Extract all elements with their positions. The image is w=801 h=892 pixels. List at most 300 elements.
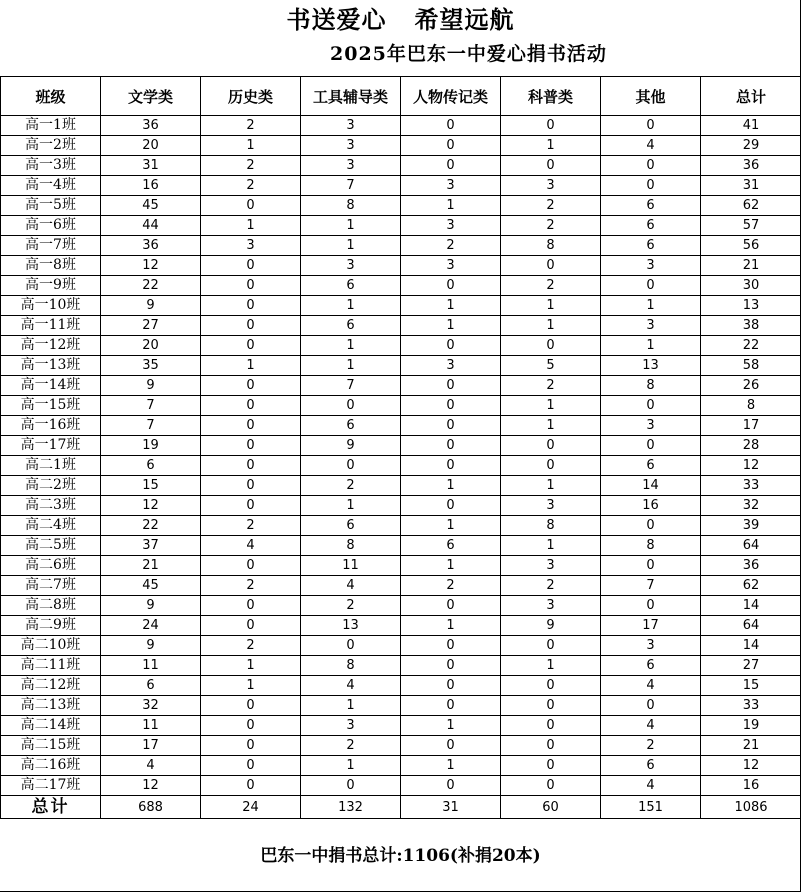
count-cell: 0	[201, 196, 301, 216]
count-cell: 4	[101, 756, 201, 776]
count-cell: 0	[201, 376, 301, 396]
table-row	[1, 456, 801, 476]
count-cell: 3	[301, 136, 401, 156]
count-cell: 32	[701, 496, 801, 516]
count-cell: 36	[701, 556, 801, 576]
table-row	[1, 776, 801, 796]
count-cell: 3	[601, 636, 701, 656]
count-cell: 3	[401, 256, 501, 276]
count-cell: 0	[201, 416, 301, 436]
count-cell: 17	[701, 416, 801, 436]
count-cell: 0	[601, 116, 701, 136]
count-cell: 4	[601, 136, 701, 156]
count-cell: 9	[501, 616, 601, 636]
count-cell: 62	[701, 196, 801, 216]
count-cell: 6	[601, 456, 701, 476]
count-cell: 0	[401, 136, 501, 156]
count-cell: 24	[101, 616, 201, 636]
table-row	[1, 736, 801, 756]
count-cell: 17	[601, 616, 701, 636]
table-row	[1, 596, 801, 616]
count-cell: 0	[501, 696, 601, 716]
count-cell: 0	[401, 376, 501, 396]
count-cell: 3	[401, 216, 501, 236]
count-cell: 2	[501, 376, 601, 396]
count-cell: 2	[501, 196, 601, 216]
count-cell: 31	[701, 176, 801, 196]
total-label-cell: 总计	[1, 796, 101, 819]
table-row	[1, 376, 801, 396]
count-cell: 0	[501, 116, 601, 136]
count-cell: 0	[201, 276, 301, 296]
count-cell: 1	[501, 396, 601, 416]
class-name-cell: 高二6班	[1, 556, 101, 576]
total-value-cell: 60	[501, 796, 601, 819]
table-row	[1, 516, 801, 536]
count-cell: 1	[401, 196, 501, 216]
count-cell: 0	[601, 596, 701, 616]
column-header: 文学类	[101, 77, 201, 116]
count-cell: 1	[401, 756, 501, 776]
class-name-cell: 高一8班	[1, 256, 101, 276]
title-right: 希望远航	[414, 5, 515, 34]
count-cell: 0	[401, 116, 501, 136]
count-cell: 37	[101, 536, 201, 556]
count-cell: 0	[201, 316, 301, 336]
count-cell: 3	[601, 416, 701, 436]
total-value-cell: 1086	[701, 796, 801, 819]
count-cell: 8	[501, 236, 601, 256]
count-cell: 0	[201, 476, 301, 496]
class-name-cell: 高一15班	[1, 396, 101, 416]
count-cell: 0	[401, 596, 501, 616]
count-cell: 2	[401, 576, 501, 596]
count-cell: 2	[301, 476, 401, 496]
table-row	[1, 276, 801, 296]
table-row	[1, 236, 801, 256]
count-cell: 1	[301, 356, 401, 376]
count-cell: 1	[401, 716, 501, 736]
table-row	[1, 176, 801, 196]
count-cell: 2	[201, 576, 301, 596]
class-name-cell: 高一3班	[1, 156, 101, 176]
class-name-cell: 高一13班	[1, 356, 101, 376]
count-cell: 13	[601, 356, 701, 376]
count-cell: 12	[701, 756, 801, 776]
count-cell: 16	[101, 176, 201, 196]
count-cell: 7	[301, 376, 401, 396]
total-value-cell: 24	[201, 796, 301, 819]
count-cell: 4	[601, 716, 701, 736]
count-cell: 1	[301, 336, 401, 356]
count-cell: 13	[701, 296, 801, 316]
count-cell: 3	[501, 556, 601, 576]
count-cell: 1	[301, 696, 401, 716]
count-cell: 0	[201, 776, 301, 796]
count-cell: 0	[601, 436, 701, 456]
count-cell: 12	[701, 456, 801, 476]
count-cell: 1	[301, 216, 401, 236]
count-cell: 9	[101, 296, 201, 316]
count-cell: 7	[301, 176, 401, 196]
count-cell: 11	[101, 716, 201, 736]
count-cell: 15	[101, 476, 201, 496]
count-cell: 0	[401, 416, 501, 436]
count-cell: 2	[201, 116, 301, 136]
class-name-cell: 高一9班	[1, 276, 101, 296]
table-row	[1, 296, 801, 316]
count-cell: 9	[301, 436, 401, 456]
count-cell: 0	[401, 336, 501, 356]
class-name-cell: 高二1班	[1, 456, 101, 476]
count-cell: 6	[301, 276, 401, 296]
column-header: 历史类	[201, 77, 301, 116]
total-value-cell: 688	[101, 796, 201, 819]
count-cell: 6	[101, 456, 201, 476]
count-cell: 0	[601, 176, 701, 196]
column-header: 总计	[701, 77, 801, 116]
table-row	[1, 696, 801, 716]
count-cell: 0	[601, 396, 701, 416]
class-name-cell: 高一7班	[1, 236, 101, 256]
count-cell: 62	[701, 576, 801, 596]
count-cell: 28	[701, 436, 801, 456]
column-header: 科普类	[501, 77, 601, 116]
count-cell: 0	[401, 436, 501, 456]
count-cell: 0	[401, 676, 501, 696]
count-cell: 2	[501, 576, 601, 596]
table-row	[1, 556, 801, 576]
count-cell: 0	[301, 396, 401, 416]
count-cell: 2	[201, 156, 301, 176]
count-cell: 36	[701, 156, 801, 176]
count-cell: 0	[401, 696, 501, 716]
count-cell: 0	[601, 696, 701, 716]
count-cell: 0	[201, 696, 301, 716]
count-cell: 6	[301, 516, 401, 536]
table-row	[1, 716, 801, 736]
count-cell: 1	[501, 416, 601, 436]
class-name-cell: 高二5班	[1, 536, 101, 556]
class-name-cell: 高一10班	[1, 296, 101, 316]
table-body	[1, 116, 801, 819]
count-cell: 0	[201, 256, 301, 276]
count-cell: 45	[101, 196, 201, 216]
count-cell: 3	[301, 116, 401, 136]
count-cell: 3	[201, 236, 301, 256]
count-cell: 6	[301, 316, 401, 336]
count-cell: 2	[601, 736, 701, 756]
total-value-cell: 132	[301, 796, 401, 819]
count-cell: 0	[601, 516, 701, 536]
column-header: 班级	[1, 77, 101, 116]
count-cell: 1	[501, 296, 601, 316]
count-cell: 0	[201, 616, 301, 636]
class-name-cell: 高二4班	[1, 516, 101, 536]
count-cell: 36	[101, 236, 201, 256]
column-header: 其他	[601, 77, 701, 116]
table-row	[1, 116, 801, 136]
table-row	[1, 476, 801, 496]
class-name-cell: 高二2班	[1, 476, 101, 496]
class-name-cell: 高二10班	[1, 636, 101, 656]
count-cell: 0	[501, 336, 601, 356]
count-cell: 6	[301, 416, 401, 436]
count-cell: 3	[501, 596, 601, 616]
class-name-cell: 高二11班	[1, 656, 101, 676]
count-cell: 21	[701, 736, 801, 756]
count-cell: 0	[501, 456, 601, 476]
class-name-cell: 高一16班	[1, 416, 101, 436]
count-cell: 7	[601, 576, 701, 596]
count-cell: 8	[301, 536, 401, 556]
table-row	[1, 136, 801, 156]
table-row	[1, 256, 801, 276]
count-cell: 9	[101, 376, 201, 396]
count-cell: 0	[201, 336, 301, 356]
count-cell: 31	[101, 156, 201, 176]
count-cell: 22	[101, 516, 201, 536]
count-cell: 29	[701, 136, 801, 156]
class-name-cell: 高二13班	[1, 696, 101, 716]
count-cell: 33	[701, 476, 801, 496]
count-cell: 0	[401, 636, 501, 656]
count-cell: 0	[401, 736, 501, 756]
count-cell: 1	[401, 516, 501, 536]
count-cell: 0	[201, 456, 301, 476]
count-cell: 6	[601, 216, 701, 236]
class-name-cell: 高一6班	[1, 216, 101, 236]
count-cell: 3	[301, 256, 401, 276]
count-cell: 1	[501, 316, 601, 336]
count-cell: 1	[201, 136, 301, 156]
count-cell: 21	[101, 556, 201, 576]
page-title	[0, 4, 801, 36]
class-name-cell: 高一2班	[1, 136, 101, 156]
count-cell: 1	[301, 296, 401, 316]
count-cell: 1	[501, 536, 601, 556]
count-cell: 36	[101, 116, 201, 136]
count-cell: 0	[401, 776, 501, 796]
count-cell: 0	[501, 436, 601, 456]
class-name-cell: 高二7班	[1, 576, 101, 596]
count-cell: 0	[301, 636, 401, 656]
count-cell: 9	[101, 596, 201, 616]
donation-table	[0, 76, 801, 819]
class-name-cell: 高二3班	[1, 496, 101, 516]
count-cell: 4	[601, 776, 701, 796]
count-cell: 0	[401, 156, 501, 176]
count-cell: 0	[201, 396, 301, 416]
count-cell: 4	[601, 676, 701, 696]
count-cell: 30	[701, 276, 801, 296]
count-cell: 0	[201, 596, 301, 616]
table-row	[1, 576, 801, 596]
count-cell: 0	[501, 156, 601, 176]
count-cell: 9	[101, 636, 201, 656]
count-cell: 22	[701, 336, 801, 356]
count-cell: 4	[301, 576, 401, 596]
count-cell: 1	[301, 236, 401, 256]
table-row	[1, 756, 801, 776]
count-cell: 0	[301, 456, 401, 476]
count-cell: 1	[601, 296, 701, 316]
count-cell: 1	[201, 356, 301, 376]
class-name-cell: 高一11班	[1, 316, 101, 336]
class-name-cell: 高一14班	[1, 376, 101, 396]
count-cell: 3	[401, 356, 501, 376]
count-cell: 1	[401, 616, 501, 636]
count-cell: 0	[201, 436, 301, 456]
count-cell: 44	[101, 216, 201, 236]
count-cell: 3	[401, 176, 501, 196]
count-cell: 6	[601, 656, 701, 676]
table-row	[1, 316, 801, 336]
title-left: 书送爱心	[286, 5, 387, 34]
count-cell: 57	[701, 216, 801, 236]
count-cell: 1	[401, 296, 501, 316]
count-cell: 12	[101, 496, 201, 516]
table-row	[1, 616, 801, 636]
count-cell: 0	[401, 496, 501, 516]
count-cell: 2	[201, 176, 301, 196]
count-cell: 8	[501, 516, 601, 536]
count-cell: 12	[101, 776, 201, 796]
count-cell: 3	[501, 176, 601, 196]
count-cell: 27	[701, 656, 801, 676]
count-cell: 5	[501, 356, 601, 376]
table-row	[1, 656, 801, 676]
class-name-cell: 高一12班	[1, 336, 101, 356]
count-cell: 0	[201, 556, 301, 576]
count-cell: 0	[201, 496, 301, 516]
count-cell: 14	[701, 636, 801, 656]
count-cell: 4	[301, 676, 401, 696]
table-row	[1, 356, 801, 376]
count-cell: 1	[601, 336, 701, 356]
table-row	[1, 436, 801, 456]
count-cell: 0	[401, 396, 501, 416]
count-cell: 0	[601, 276, 701, 296]
table-row	[1, 156, 801, 176]
table-row	[1, 676, 801, 696]
count-cell: 15	[701, 676, 801, 696]
class-name-cell: 高一17班	[1, 436, 101, 456]
total-row	[1, 796, 801, 819]
count-cell: 0	[601, 156, 701, 176]
count-cell: 58	[701, 356, 801, 376]
count-cell: 1	[301, 756, 401, 776]
count-cell: 35	[101, 356, 201, 376]
count-cell: 0	[501, 756, 601, 776]
count-cell: 3	[501, 496, 601, 516]
count-cell: 38	[701, 316, 801, 336]
count-cell: 6	[601, 756, 701, 776]
count-cell: 14	[701, 596, 801, 616]
grand-total-note: 巴东一中捐书总计:1106(补捐20本)	[260, 846, 541, 866]
count-cell: 2	[501, 276, 601, 296]
count-cell: 14	[601, 476, 701, 496]
class-name-cell: 高二12班	[1, 676, 101, 696]
count-cell: 1	[401, 316, 501, 336]
count-cell: 7	[101, 396, 201, 416]
count-cell: 0	[401, 656, 501, 676]
count-cell: 3	[601, 256, 701, 276]
class-name-cell: 高一1班	[1, 116, 101, 136]
class-name-cell: 高二16班	[1, 756, 101, 776]
count-cell: 2	[301, 596, 401, 616]
count-cell: 0	[301, 776, 401, 796]
count-cell: 8	[301, 656, 401, 676]
count-cell: 26	[701, 376, 801, 396]
table-row	[1, 396, 801, 416]
count-cell: 64	[701, 536, 801, 556]
count-cell: 2	[201, 636, 301, 656]
count-cell: 0	[201, 716, 301, 736]
count-cell: 6	[601, 196, 701, 216]
count-cell: 8	[601, 376, 701, 396]
count-cell: 20	[101, 136, 201, 156]
count-cell: 41	[701, 116, 801, 136]
page-subtitle: 2025年巴东一中爱心捐书活动	[330, 43, 607, 65]
count-cell: 32	[101, 696, 201, 716]
count-cell: 0	[501, 256, 601, 276]
class-name-cell: 高二9班	[1, 616, 101, 636]
class-name-cell: 高二14班	[1, 716, 101, 736]
count-cell: 1	[201, 676, 301, 696]
count-cell: 0	[201, 296, 301, 316]
count-cell: 3	[601, 316, 701, 336]
count-cell: 2	[501, 216, 601, 236]
count-cell: 8	[301, 196, 401, 216]
count-cell: 17	[101, 736, 201, 756]
count-cell: 27	[101, 316, 201, 336]
count-cell: 8	[601, 536, 701, 556]
count-cell: 0	[601, 556, 701, 576]
table-row	[1, 216, 801, 236]
count-cell: 1	[401, 476, 501, 496]
count-cell: 3	[301, 156, 401, 176]
count-cell: 21	[701, 256, 801, 276]
column-header: 人物传记类	[401, 77, 501, 116]
count-cell: 6	[601, 236, 701, 256]
count-cell: 1	[301, 496, 401, 516]
table-row	[1, 636, 801, 656]
table-row	[1, 496, 801, 516]
count-cell: 0	[501, 676, 601, 696]
count-cell: 56	[701, 236, 801, 256]
count-cell: 64	[701, 616, 801, 636]
count-cell: 1	[501, 476, 601, 496]
table-row	[1, 416, 801, 436]
count-cell: 16	[701, 776, 801, 796]
count-cell: 0	[401, 276, 501, 296]
count-cell: 16	[601, 496, 701, 516]
count-cell: 6	[101, 676, 201, 696]
count-cell: 1	[401, 556, 501, 576]
count-cell: 3	[301, 716, 401, 736]
count-cell: 12	[101, 256, 201, 276]
total-value-cell: 151	[601, 796, 701, 819]
count-cell: 19	[701, 716, 801, 736]
table-row	[1, 536, 801, 556]
count-cell: 0	[501, 716, 601, 736]
count-cell: 1	[201, 216, 301, 236]
count-cell: 20	[101, 336, 201, 356]
table-header-row	[1, 77, 801, 116]
count-cell: 0	[201, 736, 301, 756]
count-cell: 11	[301, 556, 401, 576]
